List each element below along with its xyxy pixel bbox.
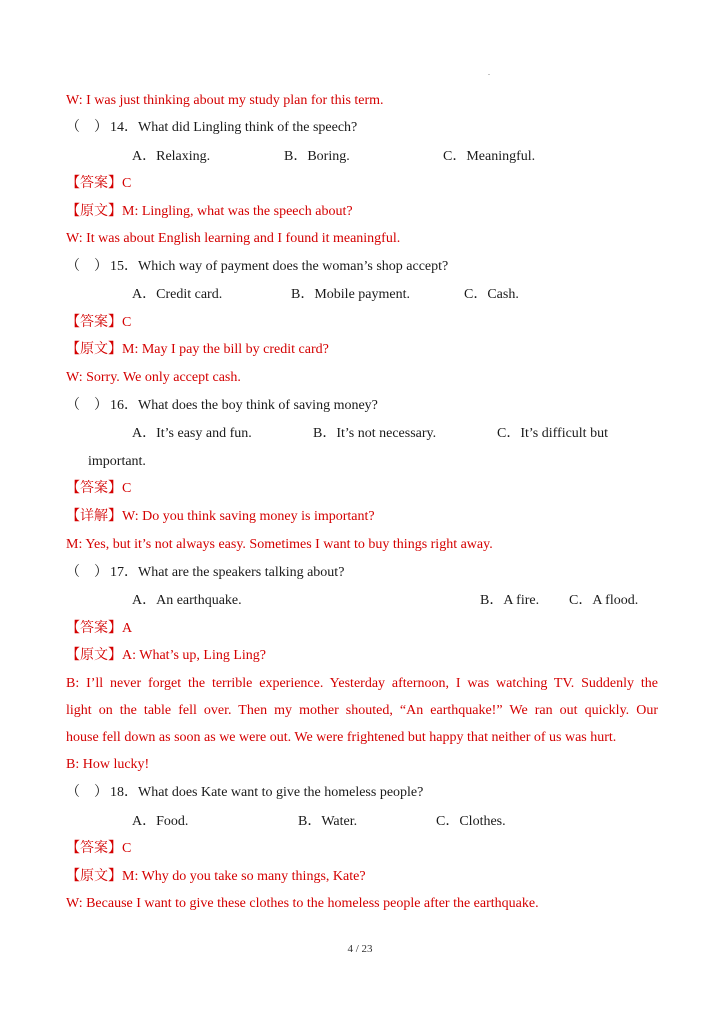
option-b: B．Mobile payment. bbox=[291, 287, 410, 302]
header-dot: . bbox=[488, 68, 490, 77]
original-text: 【原文】A: What’s up, Ling Ling? bbox=[66, 648, 266, 663]
question-text: 14．What did Lingling think of the speech? bbox=[110, 120, 358, 135]
transcript-line: house fell down as soon as we were out. We were frightened but happy that neither of us was hurt. bbox=[66, 730, 617, 745]
question-18 bbox=[66, 784, 423, 802]
transcript-line: B: I’ll never forget the terrible experience. Yesterday afternoon, I was watching TV. Suddenly the bbox=[66, 676, 658, 691]
answer-label: 【答案】A bbox=[66, 621, 133, 636]
page-number: 4 / 23 bbox=[347, 943, 373, 955]
answer-blank: （ ） bbox=[66, 120, 108, 135]
option-a: A．It’s easy and fun. bbox=[132, 426, 252, 441]
transcript-line: W: It was about English learning and I found it meaningful. bbox=[66, 231, 401, 246]
explanation-text: 【详解】W: Do you think saving money is important? bbox=[66, 509, 375, 524]
transcript-line: W: Sorry. We only accept cash. bbox=[66, 370, 241, 385]
question-text: 18．What does Kate want to give the homeless people? bbox=[110, 785, 424, 800]
option-b: B．Water. bbox=[298, 814, 358, 829]
option-b: B．It’s not necessary. bbox=[313, 426, 437, 441]
transcript-line: W: Because I want to give these clothes to the homeless people after the earthquake. bbox=[66, 896, 539, 911]
transcript-line: M: Yes, but it’s not always easy. Sometimes I want to buy things right away. bbox=[66, 537, 493, 552]
option-a: A．Credit card. bbox=[132, 287, 223, 302]
answer-label: 【答案】C bbox=[66, 481, 132, 496]
answer-blank: （ ） bbox=[66, 565, 108, 580]
option-b: B．A fire. bbox=[480, 593, 540, 608]
option-c: C．Clothes. bbox=[436, 814, 506, 829]
question-text: 17．What are the speakers talking about? bbox=[110, 565, 345, 580]
option-a: A．Food. bbox=[132, 814, 189, 829]
answer-blank: （ ） bbox=[66, 259, 108, 274]
answer-label: 【答案】C bbox=[66, 315, 132, 330]
answer-label: 【答案】C bbox=[66, 176, 132, 191]
option-c: C．Cash. bbox=[464, 287, 519, 302]
question-text: 15．Which way of payment does the woman’s shop accept? bbox=[110, 259, 449, 274]
answer-blank: （ ） bbox=[66, 398, 108, 413]
transcript-line: light on the table fell over. Then my mother shouted, “An earthquake!” We ran out quickly. Our bbox=[66, 703, 658, 718]
option-c-continuation: important. bbox=[88, 454, 146, 469]
original-text: 【原文】M: May I pay the bill by credit card? bbox=[66, 342, 329, 357]
transcript-line: B: How lucky! bbox=[66, 757, 150, 772]
transcript-line: W: I was just thinking about my study plan for this term. bbox=[66, 93, 384, 108]
option-c: C．A flood. bbox=[569, 593, 639, 608]
option-c: C．It’s difficult but bbox=[497, 426, 608, 441]
question-14 bbox=[66, 119, 357, 137]
question-17 bbox=[66, 564, 344, 582]
question-15 bbox=[66, 258, 448, 276]
answer-label: 【答案】C bbox=[66, 841, 132, 856]
option-a: A．An earthquake. bbox=[132, 593, 242, 608]
option-b: B．Boring. bbox=[284, 149, 350, 164]
option-c: C．Meaningful. bbox=[443, 149, 536, 164]
answer-blank: （ ） bbox=[66, 785, 108, 800]
original-text: 【原文】M: Lingling, what was the speech about? bbox=[66, 204, 353, 219]
question-16 bbox=[66, 397, 378, 415]
question-text: 16．What does the boy think of saving money? bbox=[110, 398, 378, 413]
option-a: A．Relaxing. bbox=[132, 149, 211, 164]
original-text: 【原文】M: Why do you take so many things, Kate? bbox=[66, 869, 366, 884]
